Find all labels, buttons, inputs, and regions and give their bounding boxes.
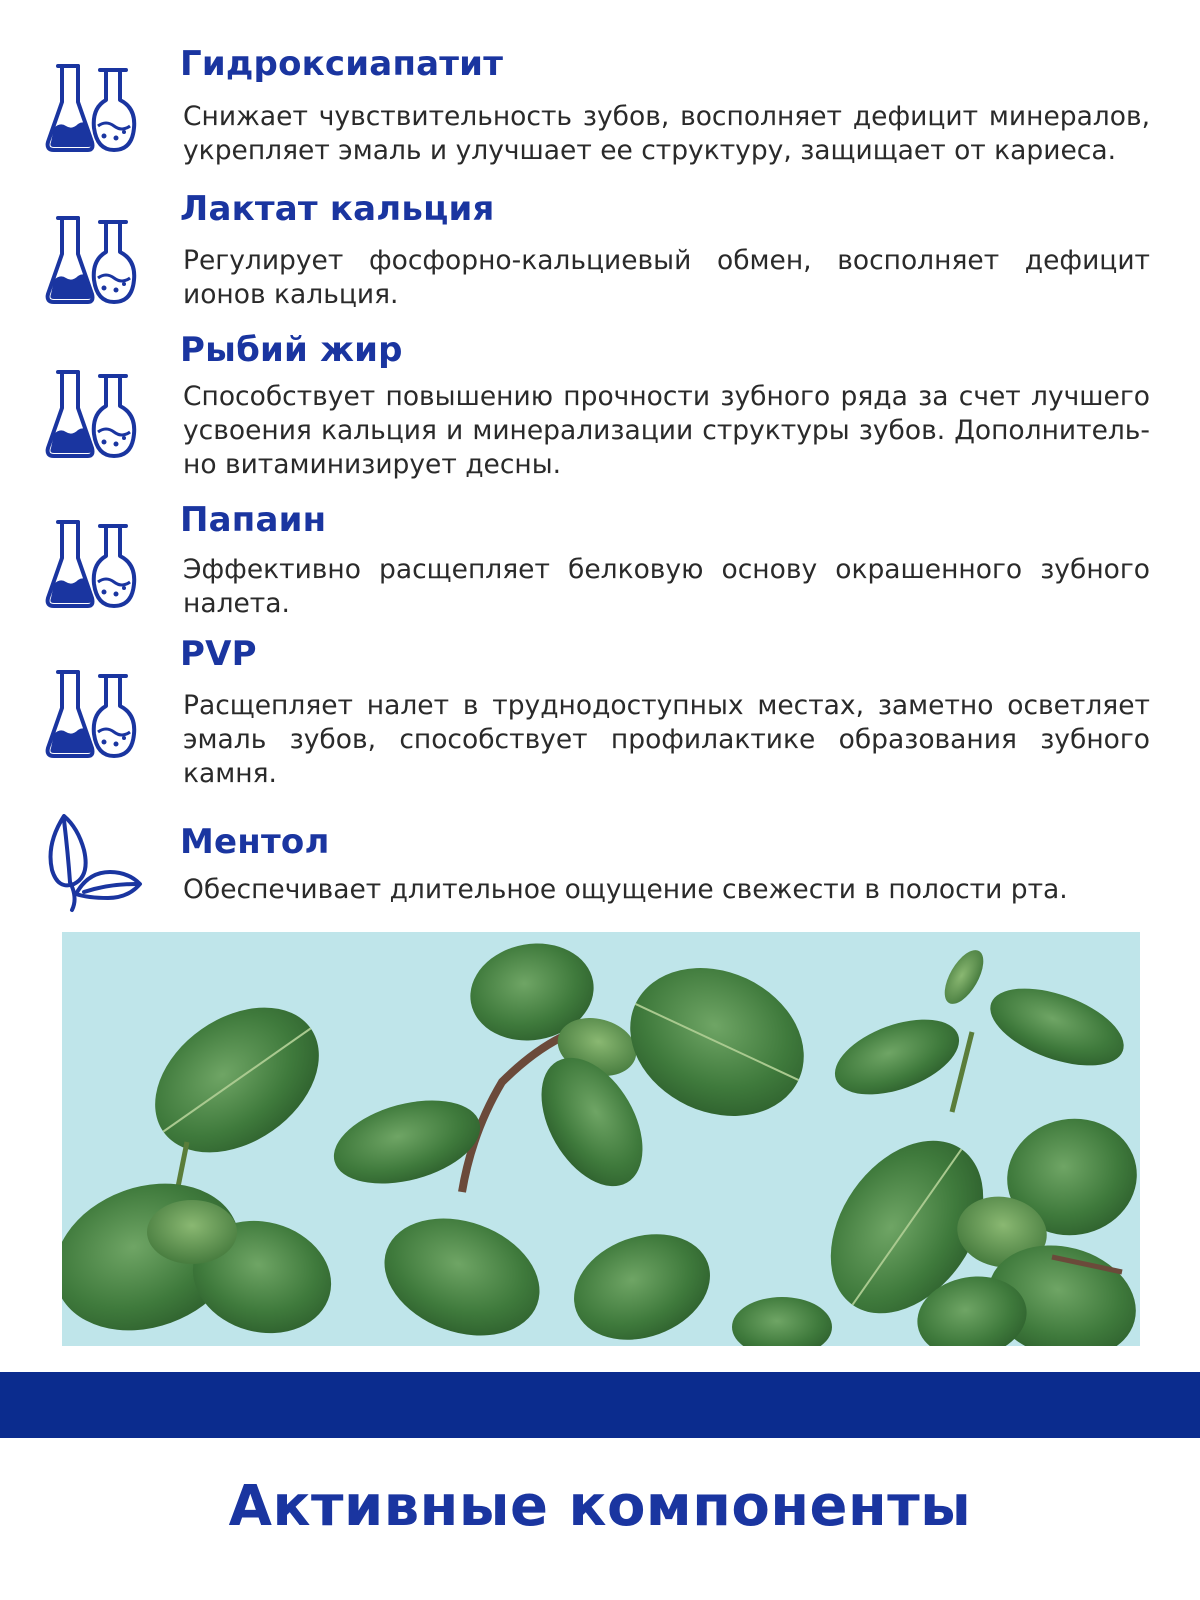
component-title: Ментол xyxy=(180,822,330,862)
flasks-icon xyxy=(44,56,144,156)
flasks-icon xyxy=(44,362,144,462)
mint-leaves-photo xyxy=(62,932,1140,1346)
component-description: Способствует повышению прочности зубного ряда за счет лучшего усвоения кальция и минерализации структуры зубов. Дополнитель-но витаминизирует десны. xyxy=(183,381,1150,480)
flasks-icon xyxy=(44,208,144,308)
component-title: Гидроксиапатит xyxy=(180,44,504,84)
component-title: Лактат кальция xyxy=(180,189,495,229)
page-title: Активные компоненты xyxy=(228,1474,972,1539)
accent-band xyxy=(0,1372,1200,1438)
component-description: Расщепляет налет в труднодоступных местах, заметно осветляет эмаль зубов, способствует профилактике образования зубного камня. xyxy=(183,690,1150,789)
leaf-icon xyxy=(44,814,144,914)
component-title: Папаин xyxy=(180,500,327,540)
component-title: PVP xyxy=(180,634,257,674)
component-title: Рыбий жир xyxy=(180,330,403,370)
component-description: Снижает чувствительность зубов, восполняет дефицит минералов, укрепляет эмаль и улучшает ее структуру, защищает от кариеса. xyxy=(183,101,1150,166)
flasks-icon xyxy=(44,662,144,762)
flasks-icon xyxy=(44,512,144,612)
component-description: Регулирует фосфорно-кальциевый обмен, восполняет дефицит ионов кальция. xyxy=(183,245,1150,310)
component-description: Эффективно расщепляет белковую основу окрашенного зубного налета. xyxy=(183,554,1150,619)
component-description: Обеспечивает длительное ощущение свежести в полости рта. xyxy=(183,874,1068,905)
